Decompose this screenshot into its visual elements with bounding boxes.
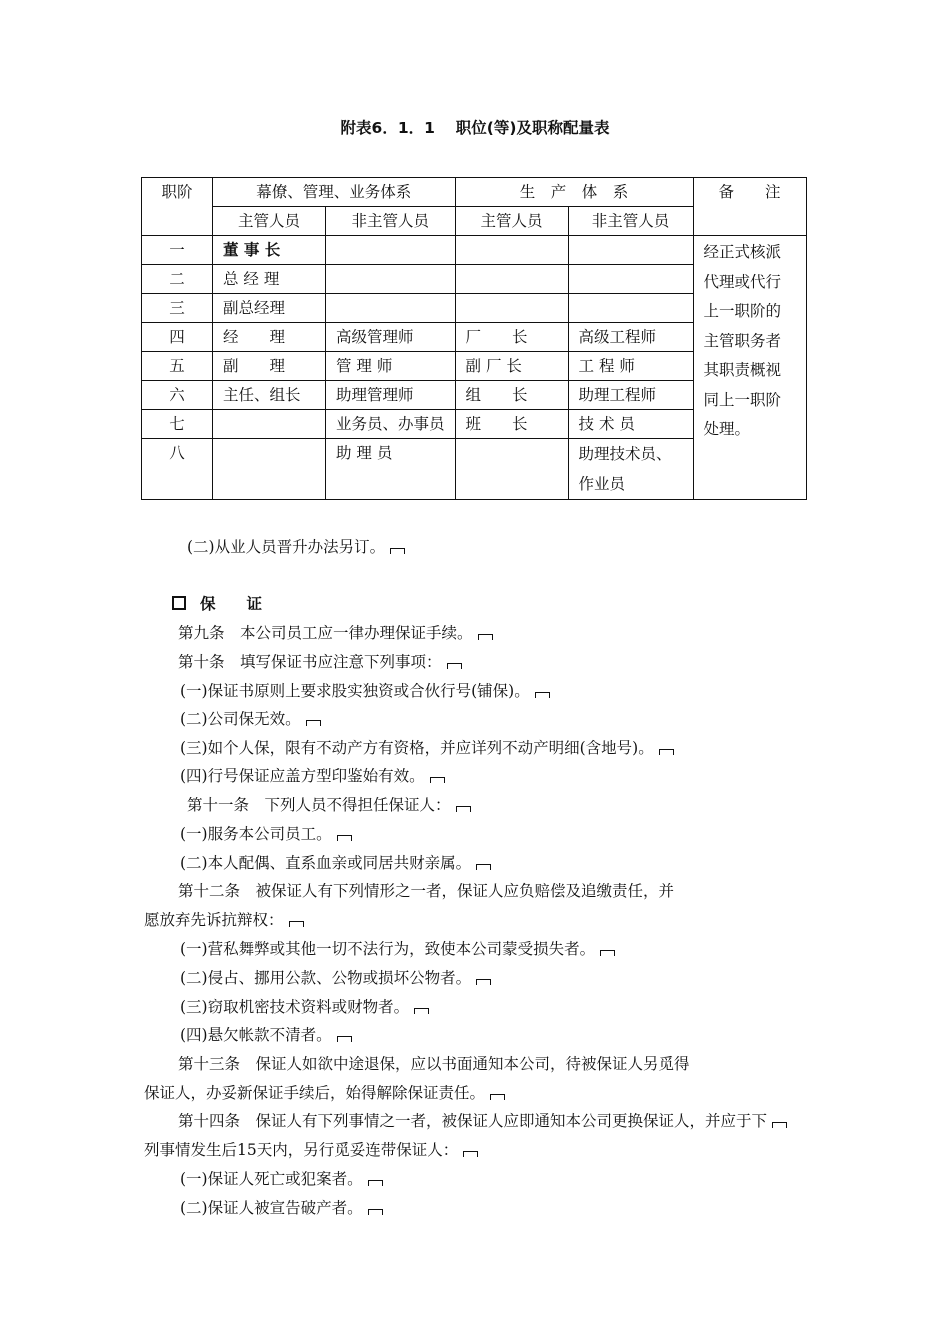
prod-supervisor-cell: 组 长: [455, 381, 568, 410]
header-production-system: 生 产 体 系: [455, 178, 693, 207]
line-text: (一)保证人死亡或犯案者。: [180, 1170, 363, 1188]
header-notes: 备 注: [693, 178, 806, 236]
prod-nonsupervisor-cell: 助理工程师: [568, 381, 693, 410]
header-admin-nonsupervisor: 非主管人员: [326, 207, 456, 236]
line-text: (四)行号保证应盖方型印鉴始有效。: [180, 767, 425, 785]
admin-nonsupervisor-cell: 助理管理师: [326, 381, 456, 410]
prod-supervisor-cell: 班 长: [455, 410, 568, 439]
prod-supervisor-cell: [455, 265, 568, 294]
text-line: [180, 997, 429, 1017]
admin-supervisor-cell: 副 理: [213, 352, 326, 381]
section-heading: [172, 594, 262, 614]
paragraph-mark-icon: [490, 1094, 505, 1100]
paragraph-mark-icon: [478, 634, 493, 640]
line-text: 第十二条 被保证人有下列情形之一者，保证人应负赔偿及追缴责任，并: [178, 882, 675, 900]
rank-cell: 三: [142, 294, 213, 323]
paragraph-mark-icon: [337, 835, 352, 841]
admin-nonsupervisor-cell: [326, 236, 456, 265]
admin-nonsupervisor-cell: 管 理 师: [326, 352, 456, 381]
text-line: [178, 652, 462, 672]
line-text: (一)保证书原则上要求股实独资或合伙行号(铺保)。: [180, 682, 530, 700]
rank-cell: 一: [142, 236, 213, 265]
text-line: [144, 1140, 478, 1160]
paragraph-mark-icon: [772, 1122, 787, 1128]
text-line: [178, 623, 493, 643]
text-line: [187, 537, 405, 557]
admin-supervisor-cell: [213, 410, 326, 439]
prod-nonsupervisor-cell: [568, 265, 693, 294]
admin-supervisor-cell: [213, 439, 326, 500]
paragraph-mark-icon: [430, 777, 445, 783]
text-line: [178, 1111, 787, 1131]
header-admin-system: 幕僚、管理、业务体系: [213, 178, 456, 207]
rank-cell: 二: [142, 265, 213, 294]
paragraph-mark-icon: [456, 806, 471, 812]
paragraph-mark-icon: [306, 720, 321, 726]
admin-nonsupervisor-cell: [326, 294, 456, 323]
line-text: (四)悬欠帐款不清者。: [180, 1026, 332, 1044]
admin-supervisor-cell: 经 理: [213, 323, 326, 352]
text-line: [180, 939, 615, 959]
line-text: 列事情发生后15天内，另行觅妥连带保证人：: [144, 1141, 459, 1159]
position-title-table: [141, 177, 807, 500]
paragraph-mark-icon: [390, 548, 405, 554]
line-text: 第十一条 下列人员不得担任保证人：: [187, 796, 451, 814]
prod-nonsupervisor-cell: 助理技术员、作业员: [568, 439, 693, 500]
paragraph-mark-icon: [337, 1036, 352, 1042]
prod-nonsupervisor-cell: 高级工程师: [568, 323, 693, 352]
line-text: (三)如个人保，限有不动产方有资格，并应详列不动产明细(含地号)。: [180, 739, 654, 757]
text-line: [180, 766, 445, 786]
line-text: (二)本人配偶、直系血亲或同居共财亲属。: [180, 854, 472, 872]
line-text: 保证人，办妥新保证手续后，始得解除保证责任。: [144, 1084, 486, 1102]
line-text: 第十四条 保证人有下列事情之一者，被保证人应即通知本公司更换保证人，并应于下: [178, 1112, 768, 1130]
text-line: [180, 824, 352, 844]
prod-supervisor-cell: 厂 长: [455, 323, 568, 352]
prod-supervisor-cell: [455, 236, 568, 265]
line-text: 愿放弃先诉抗辩权：: [144, 911, 284, 929]
paragraph-mark-icon: [476, 979, 491, 985]
prod-nonsupervisor-cell: [568, 236, 693, 265]
checkbox-bullet-icon: [172, 596, 186, 610]
admin-supervisor-cell: 总 经 理: [213, 265, 326, 294]
notes-cell: 经正式核派代理或代行上一职阶的主管职务者其职责概视同上一职阶处理。: [693, 236, 806, 500]
line-text: (一)营私舞弊或其他一切不法行为，致使本公司蒙受损失者。: [180, 940, 596, 958]
admin-nonsupervisor-cell: 助 理 员: [326, 439, 456, 500]
text-line: [180, 968, 491, 988]
admin-nonsupervisor-cell: [326, 265, 456, 294]
header-admin-supervisor: 主管人员: [213, 207, 326, 236]
line-text: 第十三条 保证人如欲中途退保，应以书面通知本公司，待被保证人另觅得: [178, 1055, 690, 1073]
rank-cell: 六: [142, 381, 213, 410]
paragraph-mark-icon: [463, 1151, 478, 1157]
text-line: [187, 795, 471, 815]
admin-supervisor-cell: 主任、组长: [213, 381, 326, 410]
text-line: [178, 1054, 690, 1074]
prod-supervisor-cell: [455, 439, 568, 500]
text-line: [180, 1169, 383, 1189]
admin-nonsupervisor-cell: 业务员、办事员: [326, 410, 456, 439]
text-line: [180, 1198, 383, 1218]
paragraph-mark-icon: [535, 692, 550, 698]
line-text: (二)从业人员晋升办法另订。: [187, 538, 386, 556]
rank-cell: 四: [142, 323, 213, 352]
prod-nonsupervisor-cell: [568, 294, 693, 323]
text-line: [180, 738, 674, 758]
paragraph-mark-icon: [447, 663, 462, 669]
line-text: (二)侵占、挪用公款、公物或损坏公物者。: [180, 969, 472, 987]
paragraph-mark-icon: [368, 1180, 383, 1186]
header-prod-supervisor: 主管人员: [455, 207, 568, 236]
text-line: [180, 681, 550, 701]
rank-cell: 七: [142, 410, 213, 439]
rank-cell: 八: [142, 439, 213, 500]
line-text: (三)窃取机密技术资料或财物者。: [180, 998, 410, 1016]
paragraph-mark-icon: [600, 950, 615, 956]
line-text: 保 证: [200, 595, 263, 613]
admin-supervisor-cell: 副总经理: [213, 294, 326, 323]
table-title: 附表6．1．1 职位(等)及职称配量表: [340, 119, 610, 137]
admin-supervisor-cell: 董 事 长: [213, 236, 326, 265]
paragraph-mark-icon: [368, 1209, 383, 1215]
admin-nonsupervisor-cell: 高级管理师: [326, 323, 456, 352]
table-row: [142, 236, 807, 265]
prod-supervisor-cell: [455, 294, 568, 323]
prod-nonsupervisor-cell: 工 程 师: [568, 352, 693, 381]
line-text: 第九条 本公司员工应一律办理保证手续。: [178, 624, 473, 642]
rank-cell: 五: [142, 352, 213, 381]
prod-nonsupervisor-cell: 技 术 员: [568, 410, 693, 439]
text-line: [144, 910, 304, 930]
paragraph-mark-icon: [289, 921, 304, 927]
text-line: [180, 709, 321, 729]
paragraph-mark-icon: [659, 749, 674, 755]
text-line: [144, 1083, 505, 1103]
paragraph-mark-icon: [414, 1008, 429, 1014]
prod-supervisor-cell: 副 厂 长: [455, 352, 568, 381]
text-line: [180, 853, 491, 873]
paragraph-mark-icon: [476, 864, 491, 870]
text-line: [178, 881, 674, 901]
text-line: [180, 1025, 352, 1045]
line-text: 第十条 填写保证书应注意下列事项：: [178, 653, 442, 671]
line-text: (一)服务本公司员工。: [180, 825, 332, 843]
line-text: (二)公司保无效。: [180, 710, 301, 728]
header-prod-nonsupervisor: 非主管人员: [568, 207, 693, 236]
header-rank: 职阶: [142, 178, 213, 236]
line-text: (二)保证人被宣告破产者。: [180, 1199, 363, 1217]
